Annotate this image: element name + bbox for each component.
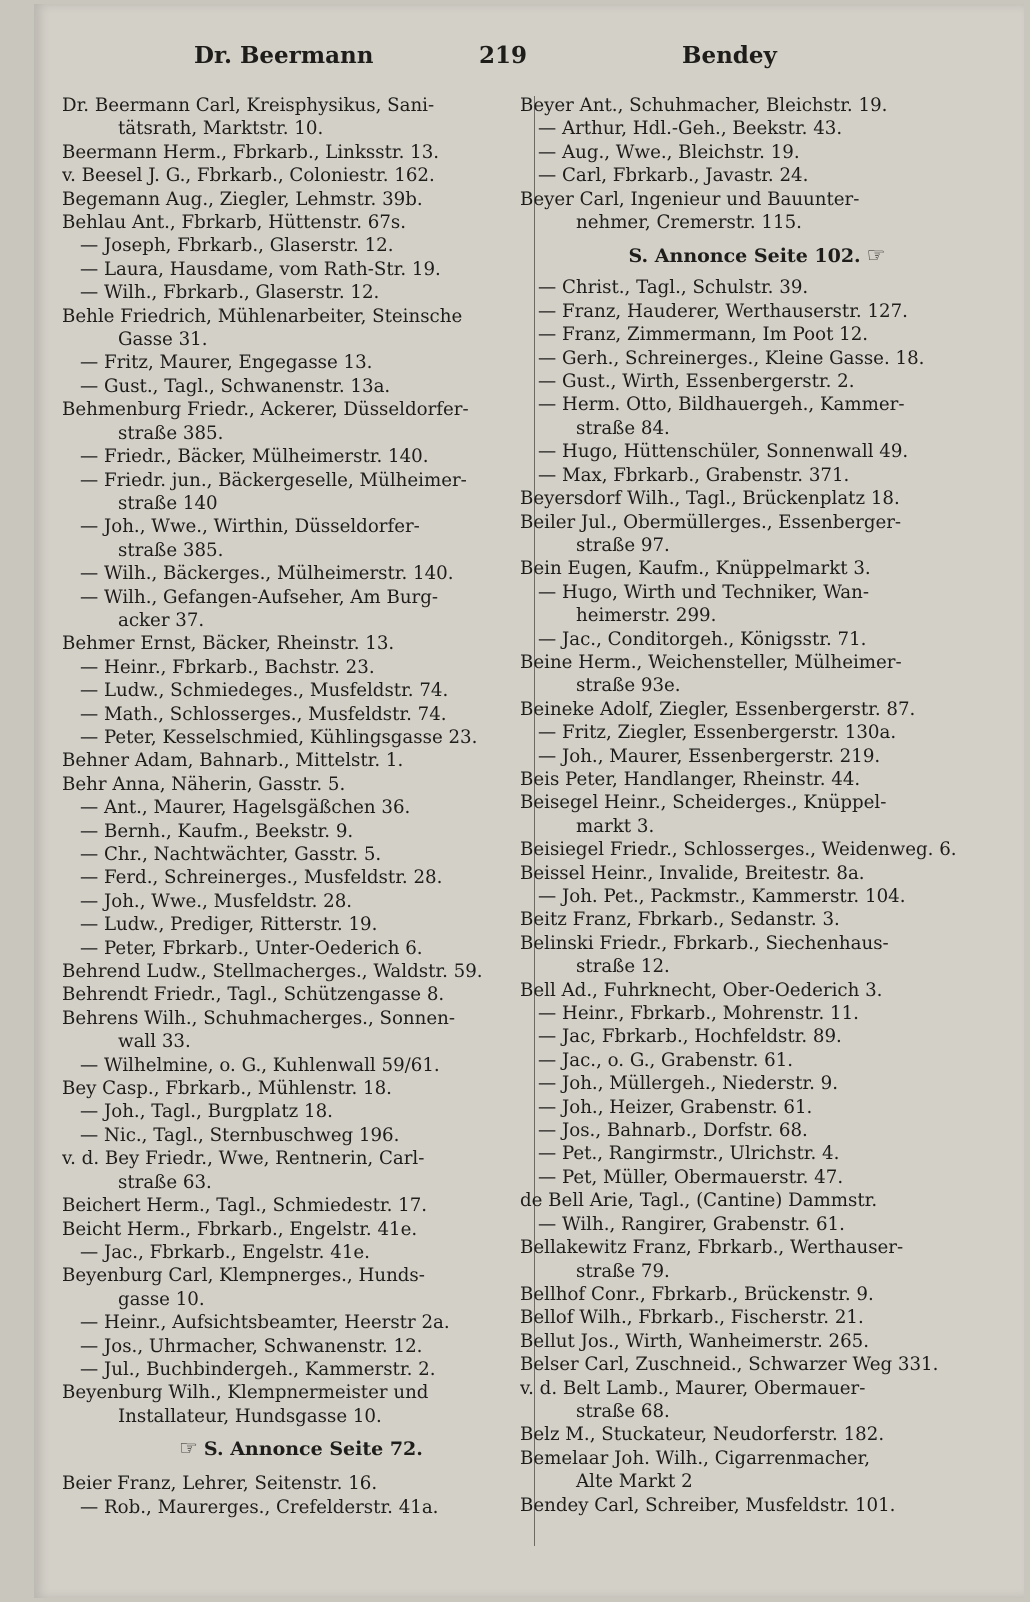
- directory-entry: — Aug., Wwe., Bleichstr. 19.: [538, 141, 800, 163]
- directory-entry: — Max, Fbrkarb., Grabenstr. 371.: [538, 464, 850, 486]
- directory-entry: — Franz, Hauderer, Werthauserstr. 127.: [538, 300, 908, 322]
- directory-entry: — Ferd., Schreinerges., Musfeldstr. 28.: [80, 867, 443, 889]
- directory-entry: — Joseph, Fbrkarb., Glaserstr. 12.: [80, 235, 394, 257]
- directory-entry: Beyenburg Carl, Klempnerges., Hunds-: [62, 1265, 425, 1287]
- directory-entry: — Joh., Tagl., Burgplatz 18.: [80, 1101, 333, 1123]
- entry-continuation: gasse 10.: [118, 1288, 205, 1310]
- directory-entry: — Joh., Wwe., Wirthin, Düsseldorfer-: [80, 516, 420, 538]
- directory-entry: — Gerh., Schreinerges., Kleine Gasse. 18.: [538, 347, 925, 369]
- directory-entry: — Jac., Conditorgeh., Königsstr. 71.: [538, 628, 867, 650]
- directory-entry: — Wilh., Rangirer, Grabenstr. 61.: [538, 1213, 845, 1235]
- directory-entry: Behner Adam, Bahnarb., Mittelstr. 1.: [62, 750, 404, 772]
- entry-continuation: straße 385.: [118, 539, 224, 561]
- directory-entry: — Jos., Uhrmacher, Schwanenstr. 12.: [80, 1335, 423, 1357]
- entry-continuation: Alte Markt 2: [576, 1471, 693, 1493]
- directory-entry: Dr. Beermann Carl, Kreisphysikus, Sani-: [62, 95, 435, 116]
- directory-entry: — Arthur, Hdl.-Geh., Beekstr. 43.: [538, 118, 843, 140]
- directory-entry: — Heinr., Fbrkarb., Bachstr. 23.: [80, 656, 375, 678]
- directory-entry: Behmer Ernst, Bäcker, Rheinstr. 13.: [62, 633, 395, 655]
- directory-entry: Belz M., Stuckateur, Neudorferstr. 182.: [520, 1424, 885, 1446]
- directory-entry: v. d. Belt Lamb., Maurer, Obermauer-: [520, 1377, 866, 1399]
- directory-entry: — Peter, Kesselschmied, Kühlingsgasse 23.: [80, 726, 478, 748]
- directory-entry: — Nic., Tagl., Sternbuschweg 196.: [80, 1124, 400, 1146]
- directory-entry: — Hugo, Wirth und Techniker, Wan-: [538, 581, 870, 603]
- header-right-name: Bendey: [682, 42, 777, 69]
- left-column: [62, 94, 534, 1519]
- entry-continuation: straße 385.: [118, 422, 224, 444]
- pointing-hand-icon: ☞: [179, 1436, 198, 1461]
- directory-entry: — Wilh., Gefangen-Aufseher, Am Burg-: [80, 586, 439, 608]
- directory-entry: — Gust., Tagl., Schwanenstr. 13a.: [80, 375, 391, 397]
- directory-entry: — Bernh., Kaufm., Beekstr. 9.: [80, 820, 354, 842]
- directory-entry: v. d. Bey Friedr., Wwe, Rentnerin, Carl-: [62, 1148, 425, 1170]
- directory-entry: — Wilh., Fbrkarb., Glaserstr. 12.: [80, 282, 380, 304]
- directory-entry: — Laura, Hausdame, vom Rath-Str. 19.: [80, 258, 441, 280]
- advertisement-text: S. Annonce Seite 102.: [628, 245, 861, 268]
- entry-continuation: straße 68.: [576, 1400, 670, 1422]
- directory-entry: — Friedr., Bäcker, Mülheimerstr. 140.: [80, 446, 429, 468]
- directory-entry: — Joh., Wwe., Musfeldstr. 28.: [80, 890, 353, 912]
- directory-entry: Beermann Herm., Fbrkarb., Linksstr. 13.: [62, 141, 440, 163]
- entry-continuation: straße 84.: [576, 417, 670, 439]
- directory-entry: — Franz, Zimmermann, Im Poot 12.: [538, 324, 869, 346]
- entry-continuation: straße 97.: [576, 534, 670, 556]
- advertisement-text: S. Annonce Seite 72.: [203, 1438, 423, 1461]
- directory-entry: — Ant., Maurer, Hagelsgäßchen 36.: [80, 797, 411, 819]
- directory-entry: Beier Franz, Lehrer, Seitenstr. 16.: [62, 1473, 378, 1495]
- directory-entry: Bendey Carl, Schreiber, Musfeldstr. 101.: [520, 1494, 896, 1516]
- directory-entry: — Joh., Heizer, Grabenstr. 61.: [538, 1096, 813, 1118]
- entry-continuation: straße 93e.: [576, 675, 681, 697]
- advertisement-reference: [62, 1436, 534, 1460]
- directory-entry: — Herm. Otto, Bildhauergeh., Kammer-: [538, 394, 905, 416]
- directory-entry: Beissel Heinr., Invalide, Breitestr. 8a.: [520, 862, 865, 884]
- directory-entry: Bellut Jos., Wirth, Wanheimerstr. 265.: [520, 1330, 870, 1352]
- directory-entry: — Ludw., Schmiedeges., Musfeldstr. 74.: [80, 680, 449, 702]
- directory-entry: Beiler Jul., Obermüllerges., Essenberger-: [520, 511, 902, 533]
- directory-entry: Beis Peter, Handlanger, Rheinstr. 44.: [520, 768, 861, 790]
- advertisement-reference: [520, 243, 1000, 267]
- directory-entry: — Carl, Fbrkarb., Javastr. 24.: [538, 165, 809, 187]
- directory-entry: — Gust., Wirth, Essenbergerstr. 2.: [538, 371, 855, 393]
- directory-entry: — Heinr., Fbrkarb., Mohrenstr. 11.: [538, 1003, 859, 1025]
- directory-entry: Belinski Friedr., Fbrkarb., Siechenhaus-: [520, 932, 889, 954]
- directory-entry: — Ludw., Prediger, Ritterstr. 19.: [80, 914, 378, 936]
- directory-entry: Behrens Wilh., Schuhmacherges., Sonnen-: [62, 1007, 455, 1029]
- directory-entry: — Friedr. jun., Bäckergeselle, Mülheimer-: [80, 469, 467, 491]
- page-header: [34, 42, 1024, 78]
- directory-entry: — Jos., Bahnarb., Dorfstr. 68.: [538, 1120, 808, 1142]
- directory-entry: de Bell Arie, Tagl., (Cantine) Dammstr.: [520, 1190, 878, 1212]
- directory-entry: — Pet., Rangirmstr., Ulrichstr. 4.: [538, 1143, 840, 1165]
- directory-entry: Behlau Ant., Fbrkarb, Hüttenstr. 67s.: [62, 212, 407, 234]
- directory-entry: Bey Casp., Fbrkarb., Mühlenstr. 18.: [62, 1078, 392, 1100]
- directory-entry: Bellhof Conr., Fbrkarb., Brückenstr. 9.: [520, 1283, 874, 1305]
- directory-entry: Beyenburg Wilh., Klempnermeister und: [62, 1382, 429, 1404]
- directory-entry: — Fritz, Maurer, Engegasse 13.: [80, 352, 373, 374]
- entry-continuation: acker 37.: [118, 609, 205, 631]
- directory-entry: — Jul., Buchbindergeh., Kammerstr. 2.: [80, 1358, 436, 1380]
- directory-page: [34, 4, 1024, 1598]
- directory-entry: Begemann Aug., Ziegler, Lehmstr. 39b.: [62, 188, 423, 210]
- page-number: 219: [479, 42, 528, 69]
- directory-entry: — Pet, Müller, Obermauerstr. 47.: [538, 1166, 844, 1188]
- directory-entry: — Wilhelmine, o. G., Kuhlenwall 59/61.: [80, 1054, 440, 1076]
- entry-continuation: straße 140: [118, 492, 218, 514]
- directory-entry: — Joh. Pet., Packmstr., Kammerstr. 104.: [538, 886, 906, 907]
- directory-entry: Behrend Ludw., Stellmacherges., Waldstr. 59.: [62, 961, 483, 983]
- directory-entry: Bemelaar Joh. Wilh., Cigarrenmacher,: [520, 1447, 871, 1469]
- directory-entry: — Jac., o. G., Grabenstr. 61.: [538, 1049, 794, 1071]
- right-column: [520, 94, 1000, 1517]
- directory-entry: — Joh., Maurer, Essenbergerstr. 219.: [538, 745, 881, 767]
- directory-entry: — Jac, Fbrkarb., Hochfeldstr. 89.: [538, 1026, 842, 1048]
- entry-continuation: Installateur, Hundsgasse 10.: [118, 1405, 382, 1427]
- header-left-name: Dr. Beermann: [194, 42, 374, 69]
- directory-entry: Beine Herm., Weichensteller, Mülheimer-: [520, 651, 902, 673]
- directory-entry: Beineke Adolf, Ziegler, Essenbergerstr. 87.: [520, 698, 916, 720]
- directory-entry: — Wilh., Bäckerges., Mülheimerstr. 140.: [80, 563, 454, 585]
- entry-continuation: straße 79.: [576, 1260, 670, 1282]
- entry-continuation: markt 3.: [576, 815, 655, 837]
- directory-entry: Beicht Herm., Fbrkarb., Engelstr. 41e.: [62, 1218, 418, 1240]
- directory-entry: Behrendt Friedr., Tagl., Schützengasse 8.: [62, 984, 445, 1006]
- directory-entry: v. Beesel J. G., Fbrkarb., Coloniestr. 162.: [62, 165, 435, 187]
- directory-entry: Bellof Wilh., Fbrkarb., Fischerstr. 21.: [520, 1307, 864, 1329]
- entry-continuation: nehmer, Cremerstr. 115.: [576, 212, 802, 234]
- directory-entry: Beisegel Heinr., Scheiderges., Knüppel-: [520, 792, 887, 814]
- directory-entry: Belser Carl, Zuschneid., Schwarzer Weg 331.: [520, 1354, 939, 1376]
- directory-entry: Beyersdorf Wilh., Tagl., Brückenplatz 18.: [520, 488, 900, 510]
- directory-entry: — Math., Schlosserges., Musfeldstr. 74.: [80, 703, 447, 725]
- directory-entry: Beichert Herm., Tagl., Schmiedestr. 17.: [62, 1195, 428, 1217]
- directory-entry: Beisiegel Friedr., Schlosserges., Weidenweg. 6.: [520, 839, 957, 861]
- entry-continuation: Gasse 31.: [118, 329, 208, 351]
- directory-entry: — Peter, Fbrkarb., Unter-Oederich 6.: [80, 937, 423, 959]
- directory-entry: — Chr., Nachtwächter, Gasstr. 5.: [80, 844, 382, 865]
- entry-continuation: straße 63.: [118, 1171, 212, 1193]
- directory-entry: Beyer Carl, Ingenieur und Bauunter-: [520, 188, 860, 210]
- directory-entry: Beyer Ant., Schuhmacher, Bleichstr. 19.: [520, 95, 888, 116]
- directory-entry: — Rob., Maurerges., Crefelderstr. 41a.: [80, 1496, 439, 1518]
- directory-entry: Behle Friedrich, Mühlenarbeiter, Steinsche: [62, 305, 463, 327]
- directory-entry: Bein Eugen, Kaufm., Knüppelmarkt 3.: [520, 558, 871, 580]
- pointing-hand-icon: ☞: [866, 243, 886, 268]
- entry-continuation: straße 12.: [576, 956, 670, 978]
- directory-entry: Bellakewitz Franz, Fbrkarb., Werthauser-: [520, 1237, 904, 1259]
- directory-entry: Bell Ad., Fuhrknecht, Ober-Oederich 3.: [520, 979, 883, 1001]
- directory-entry: — Hugo, Hüttenschüler, Sonnenwall 49.: [538, 441, 909, 463]
- entry-continuation: wall 33.: [118, 1031, 191, 1053]
- directory-entry: Behr Anna, Näherin, Gasstr. 5.: [62, 773, 346, 795]
- directory-entry: — Fritz, Ziegler, Essenbergerstr. 130a.: [538, 722, 897, 744]
- directory-entry: — Joh., Müllergeh., Niederstr. 9.: [538, 1073, 839, 1095]
- entry-continuation: tätsrath, Marktstr. 10.: [118, 118, 324, 140]
- directory-entry: Beitz Franz, Fbrkarb., Sedanstr. 3.: [520, 909, 840, 931]
- directory-entry: Behmenburg Friedr., Ackerer, Düsseldorfer-: [62, 399, 469, 421]
- directory-entry: — Jac., Fbrkarb., Engelstr. 41e.: [80, 1241, 370, 1263]
- directory-entry: — Heinr., Aufsichtsbeamter, Heerstr 2a.: [80, 1312, 450, 1334]
- directory-entry: — Christ., Tagl., Schulstr. 39.: [538, 277, 809, 299]
- entry-continuation: heimerstr. 299.: [576, 605, 717, 627]
